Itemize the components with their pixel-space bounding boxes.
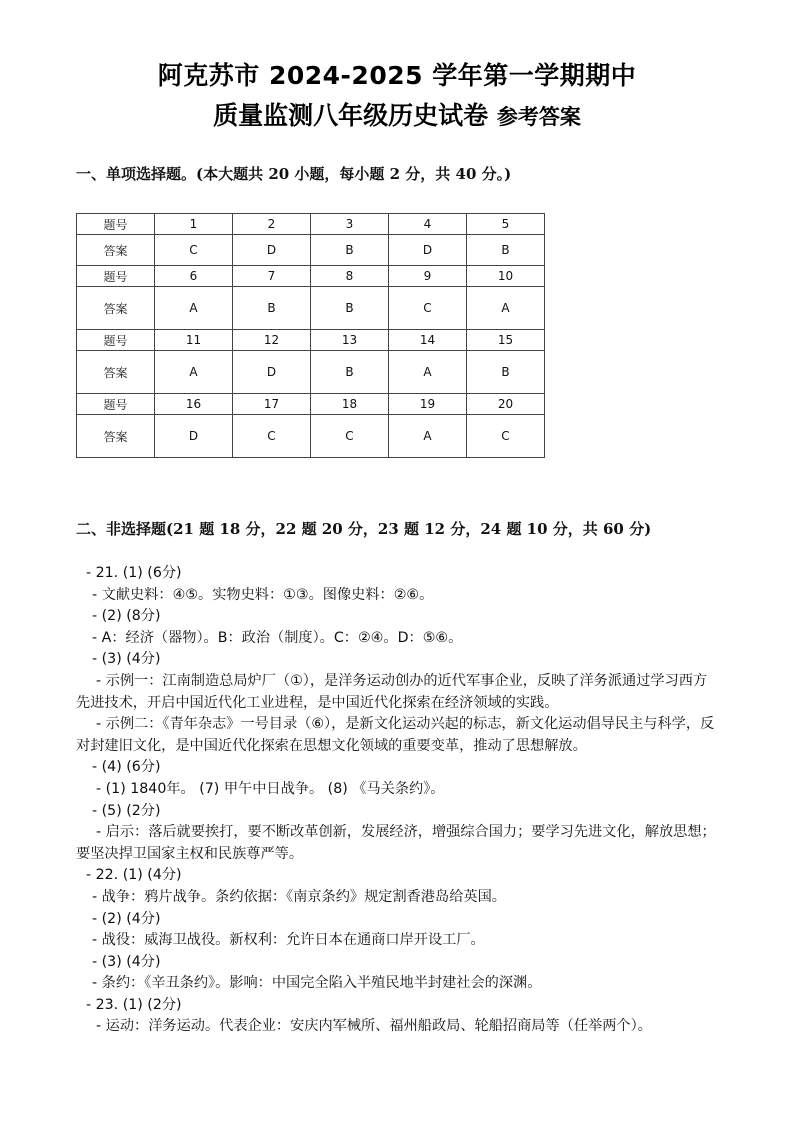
answer-paragraph: - 启示：落后就要挨打，要不断改革创新，发展经济，增强综合国力；要学习先进文化，解放思想；要坚决捍卫国家主权和民族尊严等。: [76, 824, 716, 862]
page-title-suffix: 参考答案: [496, 105, 581, 129]
answer-line: - (5) (2分): [92, 802, 161, 819]
table-cell-qnum: 11: [155, 330, 233, 351]
answer-line: - (2) (4分): [92, 910, 161, 927]
table-cell-qnum: 17: [233, 394, 311, 415]
table-row-qnum: [77, 214, 545, 235]
table-row-qnum: [77, 266, 545, 287]
answer-line: - 22. (1) (4分): [86, 867, 182, 884]
table-cell-answer: C: [467, 415, 545, 458]
table-cell-qnum: 18: [311, 394, 389, 415]
answer-line: - (3) (4分): [92, 651, 161, 668]
table-cell-answer: D: [389, 235, 467, 266]
section1-heading: 一、单项选择题。(本大题共 20 小题，每小题 2 分，共 40 分。): [76, 165, 512, 183]
answer-paragraph: - 示例一：江南制造总局炉厂（①），是洋务运动创办的近代军事企业，反映了洋务派通过学习西方先进技术，开启中国近代化工业进程，是中国近代化探索在经济领域的实践。: [76, 672, 708, 711]
table-cell-qnum: 16: [155, 394, 233, 415]
answer-line: - 战役：威海卫战役。新权利：允许日本在通商口岸开设工厂。: [92, 932, 485, 949]
page-title-main: 质量监测八年级历史试卷: [213, 101, 489, 130]
section2-heading: 二、非选择题(21 题 18 分，22 题 20 分，23 题 12 分，24 题 10 分，共 60 分): [76, 520, 652, 538]
page-title-line2: [0, 96, 794, 132]
table-cell-qnum: 13: [311, 330, 389, 351]
table-cell-qnum: 12: [233, 330, 311, 351]
table-cell-label: 题号: [77, 266, 155, 287]
answer-table: [76, 213, 545, 458]
answer-line: - (2) (8分): [92, 608, 161, 625]
page-title-line1: 阿克苏市 2024-2025 学年第一学期期中: [157, 61, 637, 90]
answer-line: - (4) (6分): [92, 759, 161, 776]
table-cell-answer: A: [155, 287, 233, 330]
table-cell-answer: D: [233, 351, 311, 394]
table-cell-qnum: 1: [155, 214, 233, 235]
table-cell-answer: A: [389, 351, 467, 394]
table-cell-qnum: 8: [311, 266, 389, 287]
table-cell-answer: B: [233, 287, 311, 330]
table-cell-label: 答案: [77, 235, 155, 266]
table-cell-answer: B: [311, 235, 389, 266]
answer-paragraph: - 运动：洋务运动。代表企业：安庆内军械所、福州船政局、轮船招商局等（任举两个）。: [96, 1018, 652, 1035]
table-cell-qnum: 10: [467, 266, 545, 287]
table-cell-qnum: 7: [233, 266, 311, 287]
section2-body: [76, 563, 716, 1038]
table-cell-qnum: 19: [389, 394, 467, 415]
table-cell-label: 答案: [77, 287, 155, 330]
answer-line: - 条约：《辛丑条约》。影响：中国完全陷入半殖民地半封建社会的深渊。: [92, 975, 542, 992]
table-cell-qnum: 6: [155, 266, 233, 287]
answer-paragraph: - 示例二：《青年杂志》一号目录（⑥），是新文化运动兴起的标志，新文化运动倡导民主与科学，反对封建旧文化，是中国近代化探索在思想文化领域的重要变革，推动了思想解放。: [76, 716, 715, 754]
table-row-answer: [77, 287, 545, 330]
table-cell-answer: C: [233, 415, 311, 458]
table-cell-answer: D: [233, 235, 311, 266]
table-cell-answer: A: [467, 287, 545, 330]
table-cell-qnum: 4: [389, 214, 467, 235]
table-cell-answer: D: [155, 415, 233, 458]
table-row-qnum: [77, 394, 545, 415]
table-cell-answer: B: [467, 351, 545, 394]
table-cell-answer: B: [311, 351, 389, 394]
table-cell-answer: A: [155, 351, 233, 394]
table-row-answer: [77, 415, 545, 458]
table-cell-label: 答案: [77, 351, 155, 394]
answer-line: - (1) 1840年。 (7) 甲午中日战争。 (8) 《马关条约》。: [96, 780, 445, 797]
table-cell-answer: C: [311, 415, 389, 458]
answer-line: - (3) (4分): [92, 953, 161, 970]
table-cell-answer: A: [389, 415, 467, 458]
table-cell-answer: B: [467, 235, 545, 266]
table-row-qnum: [77, 330, 545, 351]
table-cell-answer: B: [311, 287, 389, 330]
table-row-answer: [77, 351, 545, 394]
answer-line: - 战争：鸦片战争。条约依据：《南京条约》规定割香港岛给英国。: [92, 888, 506, 905]
answer-line: - 文献史料：④⑤。实物史料：①③。图像史料：②⑥。: [92, 586, 434, 603]
table-row-answer: [77, 235, 545, 266]
table-cell-label: 题号: [77, 394, 155, 415]
table-cell-qnum: 14: [389, 330, 467, 351]
table-cell-label: 题号: [77, 214, 155, 235]
answer-line: - 23. (1) (2分): [86, 996, 182, 1013]
table-cell-qnum: 15: [467, 330, 545, 351]
table-cell-qnum: 2: [233, 214, 311, 235]
table-cell-answer: C: [389, 287, 467, 330]
table-cell-qnum: 20: [467, 394, 545, 415]
table-cell-label: 题号: [77, 330, 155, 351]
answer-line: - A：经济（器物）。B：政治（制度）。C：②④。D：⑤⑥。: [92, 629, 463, 646]
table-cell-label: 答案: [77, 415, 155, 458]
table-cell-answer: C: [155, 235, 233, 266]
table-cell-qnum: 3: [311, 214, 389, 235]
table-cell-qnum: 9: [389, 266, 467, 287]
answer-line: - 21. (1) (6分): [86, 565, 182, 581]
table-cell-qnum: 5: [467, 214, 545, 235]
